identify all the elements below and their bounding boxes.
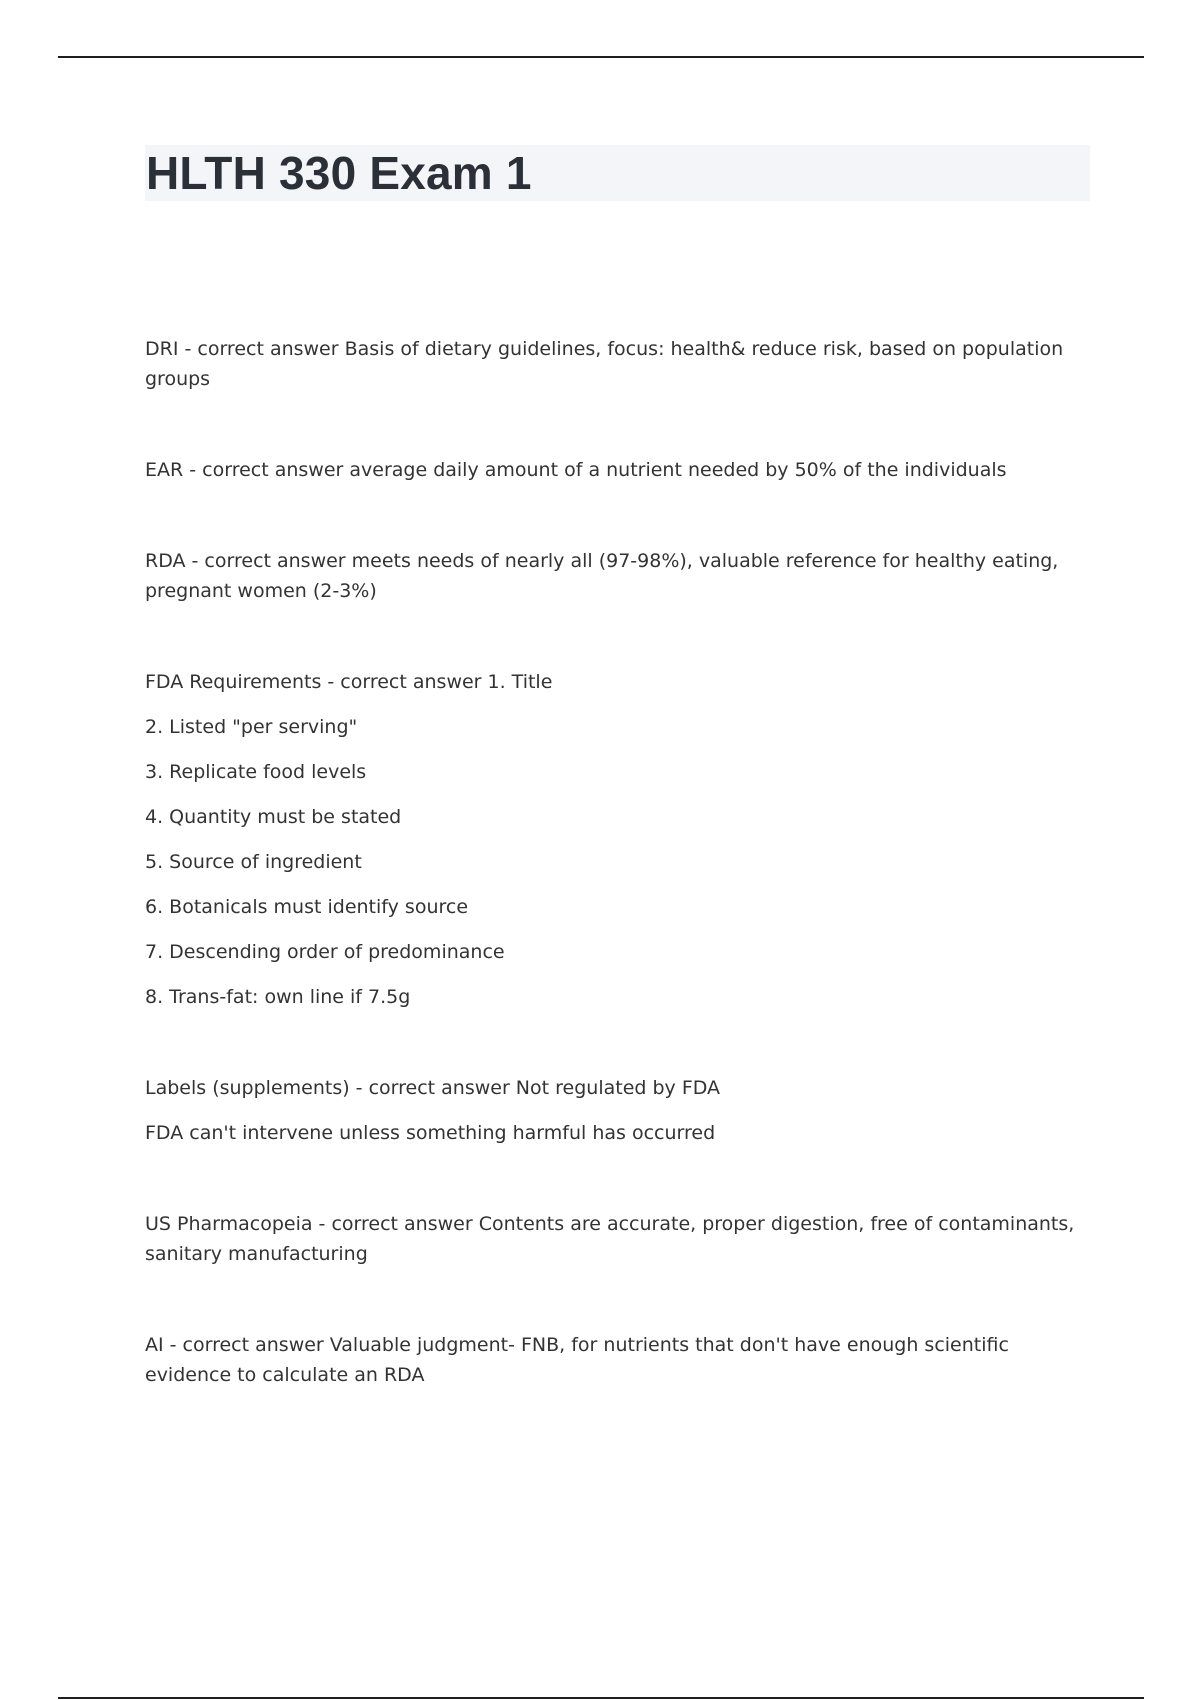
entry-text: US Pharmacopeia - correct answer Contents are accurate, proper digestion, free of contaminants, sanitary manufacturing [145, 1213, 1075, 1265]
entry-text: RDA - correct answer meets needs of nearly all (97-98%), valuable reference for healthy eating, pregnant women (2-3%) [145, 550, 1059, 602]
entry-line: 4. Quantity must be stated [145, 806, 402, 828]
entry-text: DRI - correct answer Basis of dietary guidelines, focus: health& reduce risk, based on population groups [145, 338, 1064, 390]
entry-dri [145, 334, 1090, 394]
entry-us-pharmacopeia [145, 1209, 1090, 1269]
entry-labels-supplements [145, 1073, 1090, 1148]
entry-line: FDA Requirements - correct answer 1. Title [145, 671, 553, 693]
bottom-rule [58, 1697, 1144, 1699]
entry-text: AI - correct answer Valuable judgment- FNB, for nutrients that don't have enough scientific evidence to calculate an RDA [145, 1334, 1009, 1386]
entry-line: 3. Replicate food levels [145, 761, 367, 783]
entry-text: EAR - correct answer average daily amount of a nutrient needed by 50% of the individuals [145, 459, 1007, 481]
entry-line: 5. Source of ingredient [145, 851, 362, 873]
entry-line: 2. Listed "per serving" [145, 716, 358, 738]
top-rule [58, 56, 1144, 58]
entry-ear [145, 455, 1090, 485]
entry-fda-requirements [145, 667, 1090, 1012]
entry-line: 8. Trans-fat: own line if 7.5g [145, 986, 411, 1008]
entry-line: 7. Descending order of predominance [145, 941, 505, 963]
entry-ai [145, 1330, 1090, 1390]
entry-rda [145, 546, 1090, 606]
page-title: HLTH 330 Exam 1 [146, 147, 532, 199]
entry-line: Labels (supplements) - correct answer Not regulated by FDA [145, 1077, 721, 1099]
document-body [145, 334, 1090, 1451]
entry-line: FDA can't intervene unless something harmful has occurred [145, 1122, 716, 1144]
entry-line: 6. Botanicals must identify source [145, 896, 469, 918]
